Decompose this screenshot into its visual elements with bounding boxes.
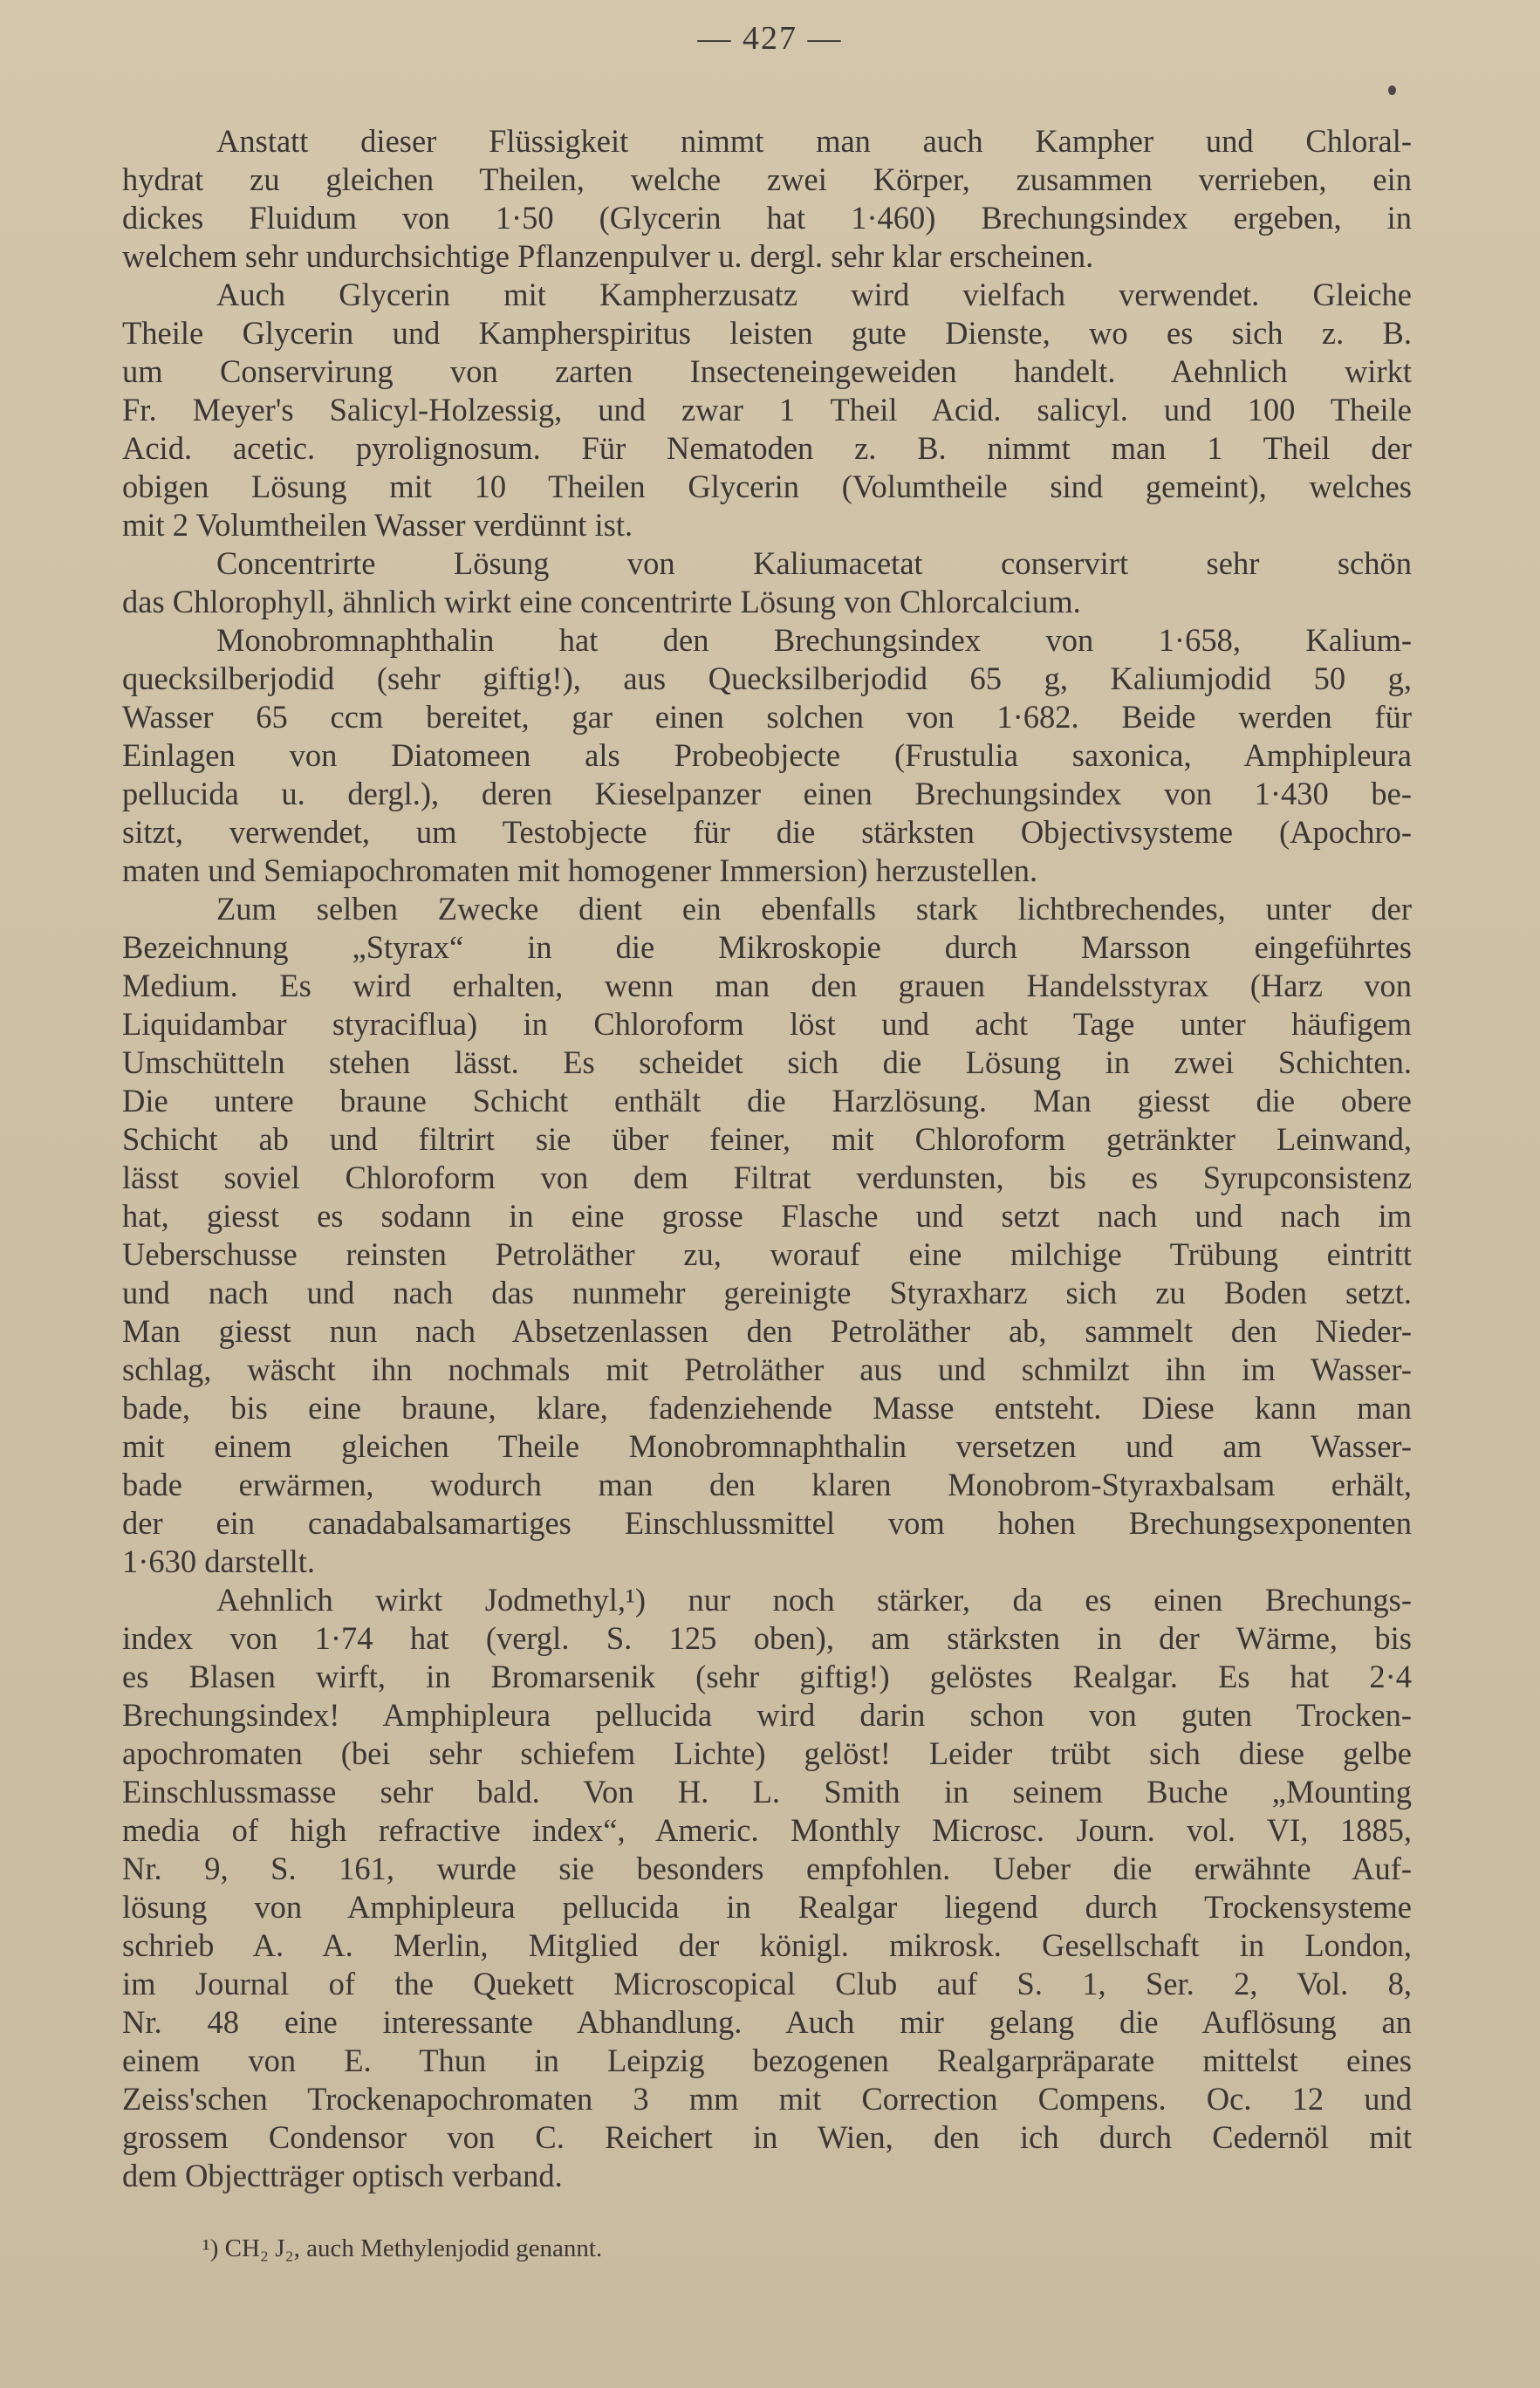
text-line: maten und Semiapochromaten mit homogener Immersion) herzustellen.	[122, 852, 1038, 888]
body-text	[122, 122, 1412, 2195]
text-line: Auch Glycerin mit Kampherzusatz wird vielfach verwendet. Gleiche	[216, 277, 1412, 312]
text-line: Schicht ab und filtrirt sie über feiner, mit Chloroform getränkter Leinwand,	[122, 1121, 1412, 1157]
text-line: Anstatt dieser Flüssigkeit nimmt man auch Kampher und Chloral-	[216, 123, 1412, 159]
text-line: quecksilberjodid (sehr giftig!), aus Quecksilberjodid 65 g, Kaliumjodid 50 g,	[122, 660, 1412, 696]
text-line: mit 2 Volumtheilen Wasser verdünnt ist.	[122, 507, 633, 543]
text-line: grossem Condensor von C. Reichert in Wien, den ich durch Cedernöl mit	[122, 2119, 1412, 2155]
text-line: lösung von Amphipleura pellucida in Realgar liegend durch Trockensysteme	[122, 1889, 1412, 1925]
text-line: Theile Glycerin und Kampherspiritus leisten gute Dienste, wo es sich z. B.	[122, 315, 1412, 351]
text-line: mit einem gleichen Theile Monobromnaphthalin versetzen und am Wasser-	[122, 1428, 1412, 1464]
text-line: um Conservirung von zarten Insecteneingeweiden handelt. Aehnlich wirkt	[122, 353, 1412, 389]
text-line: Wasser 65 ccm bereitet, gar einen solchen von 1·682. Beide werden für	[122, 699, 1412, 735]
text-line: Bezeichnung „Styrax“ in die Mikroskopie durch Marsson eingeführtes	[122, 929, 1412, 965]
text-line: Einlagen von Diatomeen als Probeobjecte (Frustulia saxonica, Amphipleura	[122, 737, 1412, 773]
text-line: das Chlorophyll, ähnlich wirkt eine concentrirte Lösung von Chlorcalcium.	[122, 584, 1081, 619]
text-line: sitzt, verwendet, um Testobjecte für die stärksten Objectivsysteme (Apochro-	[122, 814, 1412, 850]
text-line: welchem sehr undurchsichtige Pflanzenpulver u. dergl. sehr klar erscheinen.	[122, 238, 1094, 274]
text-line: im Journal of the Quekett Microscopical Club auf S. 1, Ser. 2, Vol. 8,	[122, 1966, 1412, 2001]
text-line: index von 1·74 hat (vergl. S. 125 oben), am stärksten in der Wärme, bis	[122, 1620, 1412, 1656]
text-line: Nr. 9, S. 161, wurde sie besonders empfohlen. Ueber die erwähnte Auf-	[122, 1851, 1412, 1886]
text-line: Brechungsindex! Amphipleura pellucida wird darin schon von guten Trocken-	[122, 1697, 1412, 1733]
ink-speck	[1388, 86, 1396, 95]
text-line: und nach und nach das nunmehr gereinigte Styraxharz sich zu Boden setzt.	[122, 1275, 1412, 1310]
text-line: Umschütteln stehen lässt. Es scheidet sich die Lösung in zwei Schichten.	[122, 1044, 1412, 1080]
text-line: 1·630 darstellt.	[122, 1543, 315, 1579]
text-line: Zeiss'schen Trockenapochromaten 3 mm mit Correction Compens. Oc. 12 und	[122, 2081, 1412, 2117]
text-line: Monobromnaphthalin hat den Brechungsindex von 1·658, Kalium-	[216, 622, 1412, 658]
text-line: hydrat zu gleichen Theilen, welche zwei Körper, zusammen verrieben, ein	[122, 161, 1412, 197]
text-line: Einschlussmasse sehr bald. Von H. L. Smith in seinem Buche „Mounting	[122, 1774, 1412, 1810]
text-line: Medium. Es wird erhalten, wenn man den grauen Handelsstyrax (Harz von	[122, 968, 1412, 1003]
text-line: Aehnlich wirkt Jodmethyl,¹) nur noch stärker, da es einen Brechungs-	[216, 1582, 1412, 1618]
text-line: der ein canadabalsamartiges Einschlussmittel vom hohen Brechungsexponenten	[122, 1505, 1412, 1541]
text-line: hat, giesst es sodann in eine grosse Flasche und setzt nach und nach im	[122, 1198, 1412, 1234]
text-line: apochromaten (bei sehr schiefem Lichte) gelöst! Leider trübt sich diese gelbe	[122, 1735, 1412, 1771]
text-line: Man giesst nun nach Absetzenlassen den Petroläther ab, sammelt den Nieder-	[122, 1313, 1412, 1349]
text-line: dem Objectträger optisch verband.	[122, 2158, 563, 2193]
page-number: — 427 —	[697, 20, 843, 57]
text-line: schlag, wäscht ihn nochmals mit Petroläther aus und schmilzt ihn im Wasser-	[122, 1351, 1412, 1387]
text-line: Fr. Meyer's Salicyl-Holzessig, und zwar 1 Theil Acid. salicyl. und 100 Theile	[122, 392, 1412, 428]
text-line: Liquidambar styraciflua) in Chloroform löst und acht Tage unter häufigem	[122, 1006, 1412, 1042]
footnote: ¹) CH₂ J₂, auch Methylenjodid genannt.	[202, 2234, 603, 2262]
text-line: Nr. 48 eine interessante Abhandlung. Auch mir gelang die Auflösung an	[122, 2004, 1412, 2040]
text-line: Acid. acetic. pyrolignosum. Für Nematoden z. B. nimmt man 1 Theil der	[122, 430, 1412, 466]
text-line: Ueberschusse reinsten Petroläther zu, worauf eine milchige Trübung eintritt	[122, 1236, 1412, 1272]
text-line: media of high refractive index“, Americ. Monthly Microsc. Journ. vol. VI, 1885,	[122, 1812, 1412, 1848]
text-line: es Blasen wirft, in Bromarsenik (sehr giftig!) gelöstes Realgar. Es hat 2·4	[122, 1659, 1412, 1694]
text-line: Concentrirte Lösung von Kaliumacetat conservirt sehr schön	[216, 545, 1412, 581]
text-line: Zum selben Zwecke dient ein ebenfalls stark lichtbrechendes, unter der	[216, 891, 1412, 927]
text-line: einem von E. Thun in Leipzig bezogenen Realgarpräparate mittelst eines	[122, 2042, 1412, 2078]
text-line: pellucida u. dergl.), deren Kieselpanzer einen Brechungsindex von 1·430 be-	[122, 776, 1412, 811]
text-line: bade, bis eine braune, klare, fadenziehende Masse entsteht. Diese kann man	[122, 1390, 1412, 1426]
text-line: schrieb A. A. Merlin, Mitglied der königl. mikrosk. Gesellschaft in London,	[122, 1927, 1412, 1963]
text-line: bade erwärmen, wodurch man den klaren Monobrom-Styraxbalsam erhält,	[122, 1467, 1412, 1502]
text-line: obigen Lösung mit 10 Theilen Glycerin (Volumtheile sind gemeint), welches	[122, 469, 1412, 504]
text-line: Die untere braune Schicht enthält die Harzlösung. Man giesst die obere	[122, 1083, 1412, 1119]
text-line: lässt soviel Chloroform von dem Filtrat verdunsten, bis es Syrupconsistenz	[122, 1160, 1412, 1195]
text-line: dickes Fluidum von 1·50 (Glycerin hat 1·460) Brechungsindex ergeben, in	[122, 200, 1412, 236]
